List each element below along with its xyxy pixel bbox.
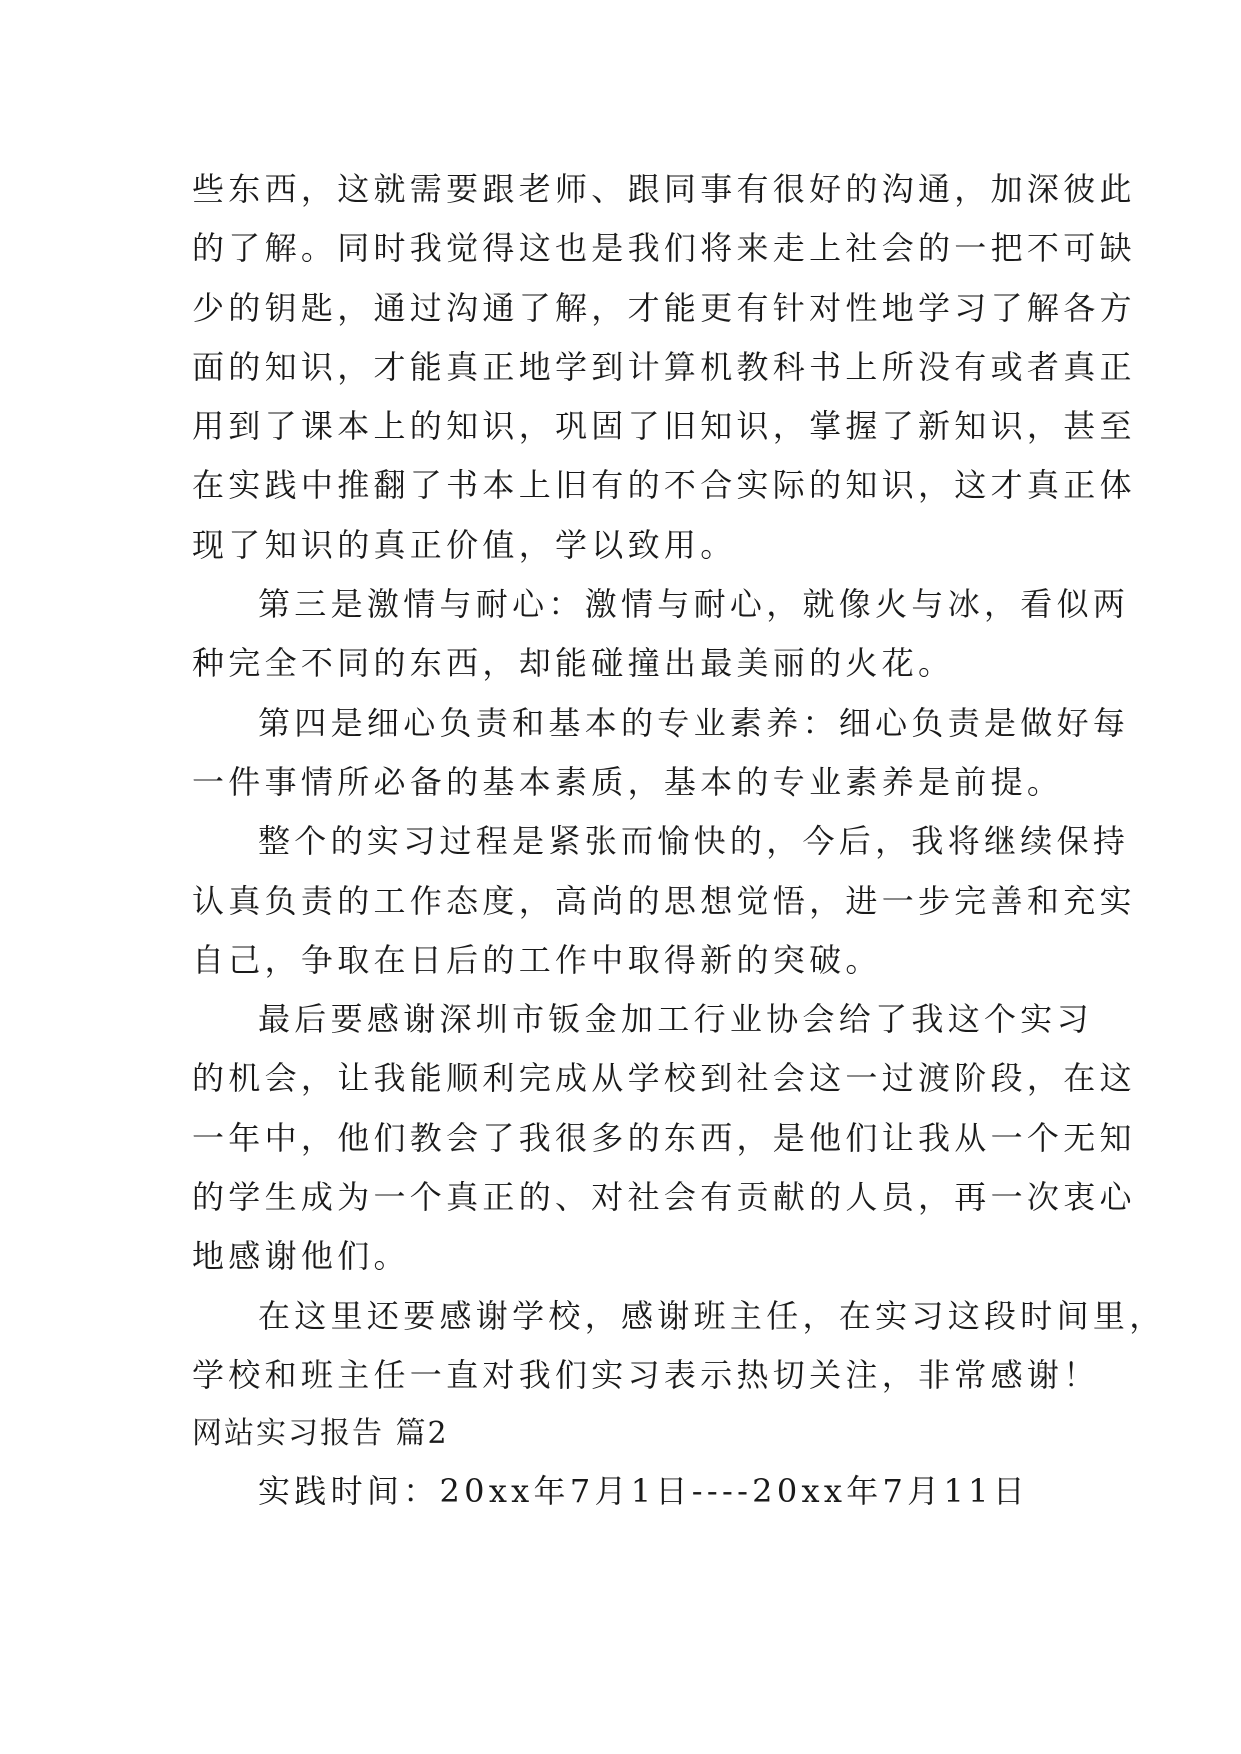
text-line: 第四是细心负责和基本的专业素养：细心负责是做好每 [258, 703, 1130, 742]
paragraph-thanks-association [192, 990, 1136, 1286]
text-line: 学校和班主任一直对我们实习表示热切关注，非常感谢！ [192, 1355, 1100, 1394]
text-line: 的了解。同时我觉得这也是我们将来走上社会的一把不可缺 [192, 229, 1136, 268]
text-line: 在实践中推翻了书本上旧有的不合实际的知识，这才真正体 [192, 466, 1136, 505]
text-line: 自己，争取在日后的工作中取得新的突破。 [192, 940, 882, 979]
text-line: 在这里还要感谢学校，感谢班主任，在实习这段时间里， [258, 1296, 1166, 1335]
paragraph-summary [192, 812, 1136, 990]
text-line: 一件事情所必备的基本素质，基本的专业素养是前提。 [192, 762, 1064, 801]
text-line: 认真负责的工作态度，高尚的思想觉悟，进一步完善和充实 [192, 881, 1136, 920]
text-line: 第三是激情与耐心：激情与耐心，就像火与冰，看似两 [258, 585, 1130, 624]
text-line: 的机会，让我能顺利完成从学校到社会这一过渡阶段，在这 [192, 1059, 1136, 1098]
text-line: 最后要感谢深圳市钣金加工行业协会给了我这个实习 [258, 1000, 1093, 1039]
text-line: 的学生成为一个真正的、对社会有贡献的人员，再一次衷心 [192, 1178, 1136, 1217]
text-line: 用到了课本上的知识，巩固了旧知识，掌握了新知识，甚至 [192, 407, 1136, 446]
text-line: 少的钥匙，通过沟通了解，才能更有针对性地学习了解各方 [192, 288, 1136, 327]
paragraph-thanks-school [192, 1287, 1166, 1406]
text-line: 整个的实习过程是紧张而愉快的，今后，我将继续保持 [258, 822, 1130, 861]
text-line: 现了知识的真正价值，学以致用。 [192, 525, 737, 564]
paragraph-third-point [192, 575, 1130, 694]
text-line: 一年中，他们教会了我很多的东西，是他们让我从一个无知 [192, 1118, 1136, 1157]
text-line: 种完全不同的东西，却能碰撞出最美丽的火花。 [192, 644, 955, 683]
document-body [192, 160, 1166, 1522]
text-line: 面的知识，才能真正地学到计算机教科书上所没有或者真正 [192, 347, 1136, 386]
section-heading: 网站实习报告 篇2 [192, 1416, 449, 1452]
paragraph-fourth-point [192, 694, 1130, 813]
text-line: 地感谢他们。 [192, 1237, 410, 1276]
practice-time: 实践时间：20xx年7月1日----20xx年7月11日 [258, 1472, 1030, 1511]
text-line: 些东西，这就需要跟老师、跟同事有很好的沟通，加深彼此 [192, 170, 1136, 208]
paragraph-continued [192, 160, 1136, 575]
